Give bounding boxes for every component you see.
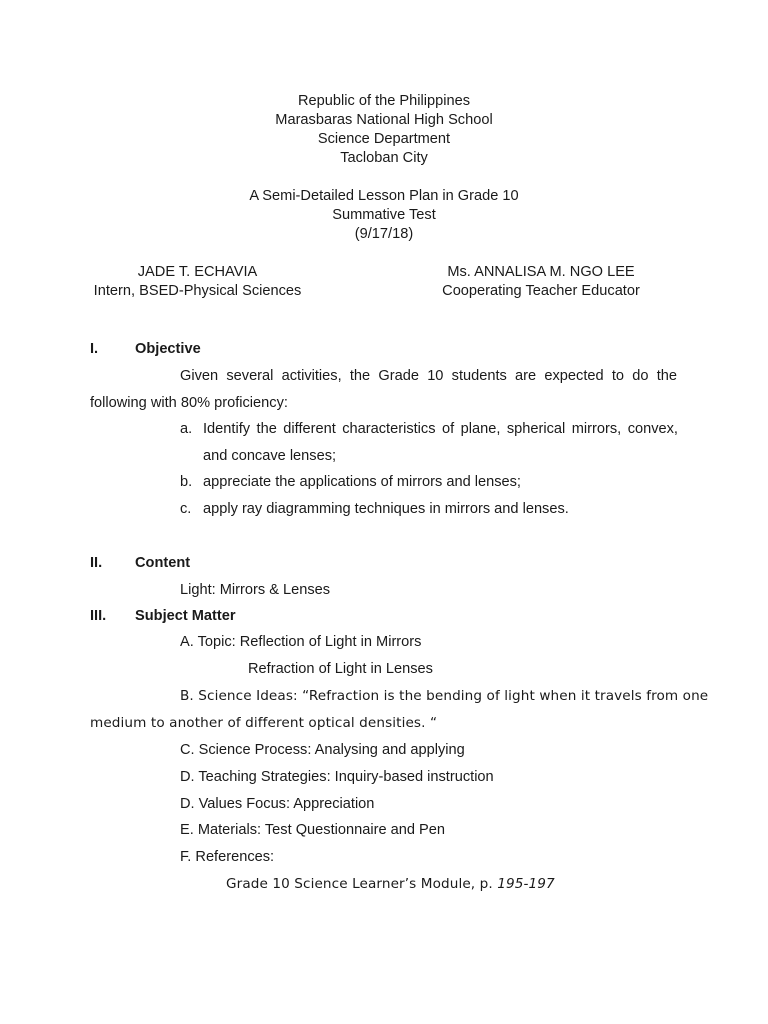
materials: E. Materials: Test Questionnaire and Pen (180, 822, 445, 838)
header-republic: Republic of the Philippines (298, 93, 470, 109)
objective-item-b-marker: b. (180, 474, 193, 490)
section-numeral-content: II. (90, 555, 103, 571)
teacher-role: Cooperating Teacher Educator (442, 283, 640, 299)
intern-name: JADE T. ECHAVIA (137, 264, 258, 280)
title-summative-test: Summative Test (332, 207, 436, 223)
objective-intro-line2: following with 80% proficiency: (90, 395, 288, 411)
objective-item-a-line2: and concave lenses; (203, 448, 337, 464)
reference-pages: 195-197 (497, 876, 555, 892)
header-department: Science Department (317, 131, 451, 147)
references-label: F. References: (180, 849, 275, 865)
values-focus: D. Values Focus: Appreciation (180, 796, 375, 812)
intern-role: Intern, BSED-Physical Sciences (93, 283, 302, 299)
topic-line2: Refraction of Light in Lenses (248, 661, 433, 677)
section-heading-objective: Objective (135, 341, 201, 357)
objective-intro-line1: Given several activities, the Grade 10 students are expected to do the (180, 368, 677, 384)
science-ideas-line2: medium to another of different optical densities. “ (90, 715, 438, 731)
reference-entry (226, 875, 555, 894)
header-city: Tacloban City (340, 150, 428, 166)
objective-item-a-line1: Identify the different characteristics of plane, spherical mirrors, convex, (203, 421, 678, 437)
content-text: Light: Mirrors & Lenses (180, 582, 331, 598)
objective-item-a-marker: a. (180, 421, 193, 437)
teaching-strategies: D. Teaching Strategies: Inquiry-based instruction (180, 769, 494, 785)
section-heading-content: Content (135, 555, 191, 571)
objective-item-c-line1: apply ray diagramming techniques in mirrors and lenses. (203, 501, 569, 517)
section-heading-subject-matter: Subject Matter (135, 608, 236, 624)
objective-item-b-line1: appreciate the applications of mirrors and lenses; (203, 474, 521, 490)
objective-item-c-marker: c. (180, 501, 192, 517)
topic-line1: A. Topic: Reflection of Light in Mirrors (180, 634, 422, 650)
header-school: Marasbaras National High School (275, 112, 493, 128)
title-date: (9/17/18) (354, 226, 414, 242)
science-ideas-line1: B. Science Ideas: “Refraction is the bending of light when it travels from one (180, 688, 709, 704)
teacher-name: Ms. ANNALISA M. NGO LEE (447, 264, 635, 280)
section-numeral-subject-matter: III. (90, 608, 107, 624)
science-process: C. Science Process: Analysing and applying (180, 742, 465, 758)
reference-text: Grade 10 Science Learner’s Module, p. (226, 876, 498, 892)
title-lesson-plan: A Semi-Detailed Lesson Plan in Grade 10 (249, 188, 519, 204)
section-numeral-objective: I. (90, 341, 99, 357)
